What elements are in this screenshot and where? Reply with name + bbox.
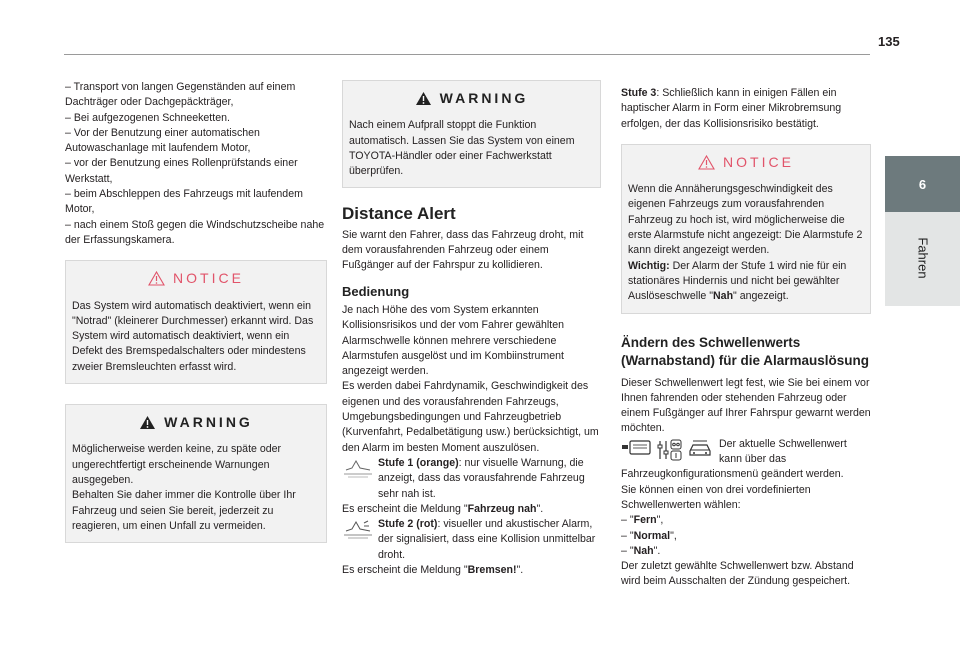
column-middle — [342, 80, 601, 578]
notice-title: NOTICE — [173, 270, 244, 287]
option-nah: Nah — [633, 544, 654, 557]
stage1-row — [342, 456, 601, 502]
intro-text: Sie warnt den Fahrer, dass das Fahrzeug droht, mit dem vorausfahrenden Fahrzeug oder einem Fußgänger auf der Fahrspur zu kollidieren. — [342, 228, 584, 272]
notice-header — [628, 155, 864, 173]
paragraph: Es werden dabei Fahrdynamik, Geschwindigkeit des eigenen und des vorausfahrenden Fahrzeugs, Umgebungsbedingungen und Fahrzeugbetrieb (Kurvenfahrt, Pedalbetätigung usw.) berücksichtigt, um den Alarm im besten Moment auszulösen. — [342, 380, 599, 454]
notice-important — [628, 259, 864, 305]
stage1-text — [378, 456, 601, 502]
bullet-item: – Transport von langen Gegenständen auf einem Dachträger oder Dachgepäckträger, — [65, 81, 296, 109]
settings-icons-row — [621, 437, 871, 468]
notice-header — [72, 271, 320, 289]
stage2-desc: : visueller und akustischer Alarm, der signalisiert, dass eine Kollision unmittelbar droht. — [378, 518, 596, 561]
important-value: Nah — [713, 290, 734, 303]
notice-triangle-icon — [698, 155, 715, 173]
stage3-label: Stufe 3 — [621, 87, 657, 99]
option-item: – "Fern", — [621, 514, 664, 527]
bullet-item: – Vor der Benutzung einer automatischen Autowaschanlage mit laufendem Motor, — [65, 126, 260, 155]
chapter-label: Fahren — [915, 237, 931, 279]
stage1-message — [342, 502, 601, 517]
stage2-label: Stufe 2 (rot) — [378, 518, 438, 531]
collision-stage2-icon — [342, 519, 378, 544]
collision-stage1-icon — [342, 458, 378, 483]
warning-title: WARNING — [164, 414, 253, 431]
notice-text: Das System wird automatisch deaktiviert, wenn ein "Notrad" (kleinerer Durchmesser) erkannt wird. Das System wird automatisch deaktiviert, wenn ein Defekt des Bremspedalschalters oder mindestens zweier Bremsleuchten erfasst wird. — [72, 299, 314, 373]
warning-text: Nach einem Aufprall stoppt die Funktion automatisch. Lassen Sie das System von einem TOYOTA-Händler oder einer Fachwerkstatt überprüfen. — [349, 119, 575, 178]
bullet-item: – vor der Benutzung eines Rollenprüfstands einer Werkstatt, — [65, 157, 298, 185]
warning-title: WARNING — [439, 90, 529, 106]
option-fern: Fern — [633, 514, 657, 527]
stage2-row — [342, 517, 601, 563]
bullet-item: – Bei aufgezogenen Schneeketten. — [65, 111, 230, 124]
msg-prefix: Es erscheint die Meldung " — [342, 502, 468, 515]
section-heading: Ändern des Schwellenwerts (Warnabstand) für die Alarmauslösung — [621, 334, 870, 368]
stage3-desc: : Schließlich kann in einigen Fällen ein haptischer Alarm in Form einer Mikrobremsung erfolgen, der das Kollisionsrisiko bestätigt. — [621, 87, 842, 130]
important-suffix: " angezeigt. — [733, 290, 789, 303]
stage1-desc: : nur visuelle Warnung, die anzeigt, dass das vorausfahrende Fahrzeug sehr nah ist. — [378, 456, 585, 500]
notice-title: NOTICE — [723, 153, 794, 170]
warning-header — [72, 415, 320, 433]
msg-value: Bremsen! — [467, 564, 517, 577]
subsection-heading: Bedienung — [342, 283, 410, 299]
paragraph: Je nach Höhe des vom System erkannten Kollisionsrisikos und der vom Fahrer gewählten Alarmschwelle können mehrere verschiedene Alarmstufen ausgelöst und im Kombiinstrument angezeigt werden. — [342, 303, 564, 378]
msg-value: Fahrzeug nah — [467, 502, 537, 515]
paragraph: Der zuletzt gewählte Schwellenwert bzw. Abstand wird beim Ausschalten der Zündung gespeichert. — [621, 560, 854, 588]
msg-prefix: Es erscheint die Meldung " — [342, 564, 468, 577]
warning-header — [349, 91, 594, 109]
screen-menu-icon[interactable] — [621, 439, 651, 466]
warning-box — [342, 80, 601, 188]
msg-suffix: ". — [536, 502, 544, 515]
bullet-item: – nach einem Stoß gegen die Windschutzscheibe nahe der Erfassungskamera. — [65, 218, 325, 246]
vehicle-settings-icon[interactable] — [656, 439, 682, 466]
notice-box — [65, 260, 327, 384]
warning-triangle-icon — [415, 91, 432, 109]
important-label: Wichtig: — [628, 259, 670, 272]
stage2-text — [378, 517, 601, 563]
warning-box — [65, 404, 327, 543]
stage3-text — [621, 86, 871, 132]
option-item: – "Normal", — [621, 529, 677, 542]
paragraph: Dieser Schwellenwert legt fest, wie Sie bei einem vor Ihnen fahrenden oder stehenden Fahrzeug oder einem Fußgänger auf Ihrer Fahrspur gewarnt werden möchten. — [621, 376, 871, 435]
warning-text: Behalten Sie daher immer die Kontrolle über Ihr Fahrzeug und seien Sie bereit, jederzeit zu reagieren, um einen Unfall zu vermeiden. — [72, 489, 296, 532]
header-rule — [64, 54, 870, 55]
warning-text: Möglicherweise werden keine, zu späte oder ungerechtfertigt erscheinende Warnungen ausgegeben. — [72, 443, 282, 486]
stage2-message — [342, 563, 601, 578]
page-number: 135 — [878, 34, 900, 49]
chapter-tab[interactable]: 6 — [885, 156, 960, 212]
stage1-label: Stufe 1 (orange) — [378, 456, 459, 469]
msg-suffix: ". — [516, 564, 524, 577]
icon-group — [621, 437, 713, 466]
section-heading: Distance Alert — [342, 204, 456, 224]
column-right — [621, 86, 871, 590]
notice-text: Wenn die Annäherungsgeschwindigkeit des eigenen Fahrzeugs zum vorausfahrenden Fahrzeug zu hoch ist, wird möglicherweise die erste Alarmstufe nicht angezeigt: Die Alarmstufe 2 kann direkt angezeigt werden. — [628, 183, 863, 257]
bullet-item: – beim Abschleppen des Fahrzeugs mit laufendem Motor, — [65, 188, 303, 216]
distance-alert-car-icon[interactable] — [687, 439, 713, 466]
option-item: – "Nah". — [621, 544, 661, 557]
notice-triangle-icon — [148, 271, 165, 289]
warning-triangle-icon — [139, 415, 156, 433]
paragraph: Sie können einen von drei vordefinierten Schwellenwerten wählen: — [621, 483, 811, 511]
important-text: Der Alarm der Stufe 1 wird nie für ein stationäres Hindernis und nicht bei gewählter Auslöseschwelle " — [628, 259, 847, 303]
paragraph: Fahrzeugkonfigurationsmenü geändert werden. — [621, 468, 844, 481]
notice-box — [621, 144, 871, 314]
column-left — [65, 80, 327, 543]
threshold-text: Der aktuelle Schwellenwert kann über das — [719, 437, 847, 466]
option-normal: Normal — [633, 529, 671, 542]
